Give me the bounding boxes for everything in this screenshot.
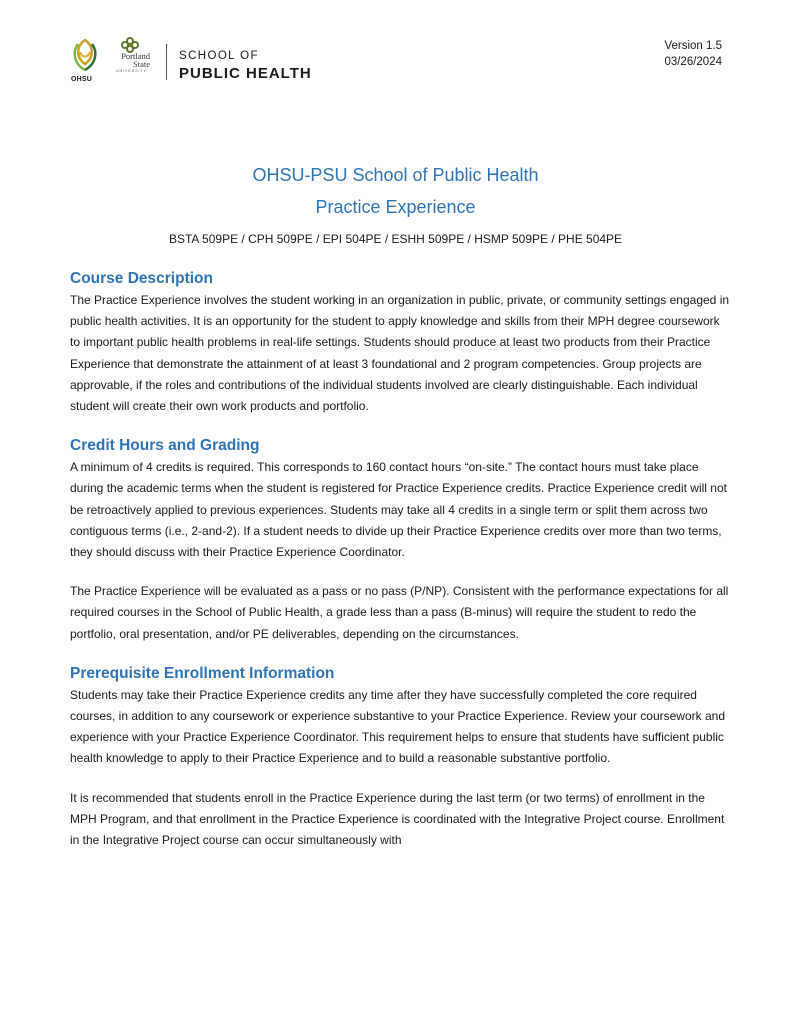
psu-logo-text (112, 52, 150, 68)
ohsu-logo-text: OHSU (71, 76, 93, 83)
section-heading: Course Description (70, 270, 213, 287)
school-name-line2: PUBLIC HEALTH (179, 65, 312, 82)
document-subtitle: Practice Experience (315, 197, 476, 217)
section-course-description (70, 268, 730, 417)
psu-logo-line1: Portland (121, 51, 150, 61)
version-block (664, 38, 722, 70)
section-heading: Credit Hours and Grading (70, 437, 260, 455)
paragraph: The Practice Experience will be evaluated as a pass or no pass (P/NP). Consistent with the performance expectations for all required courses in the School of Public Health, a grade less than a pass (B-minus) will require the student to redo the portfolio, oral presentation, and/or PE deliverables, depending on the circumstances. (70, 584, 729, 641)
paragraph: Students may take their Practice Experience credits any time after they have successfully completed the core required courses, in addition to any coursework or experience substantive to your Practice Experience. Review your coursework and experience with your Practice Experience Coordinator. This requirement helps to ensure that students have sufficient public health knowledge to apply to their Practice Experience and to build a reasonable substantive portfolio. (70, 687, 725, 766)
paragraph: A minimum of 4 credits is required. This corresponds to 160 contact hours “on-site.” The contact hours must take place during the academic terms when the student is registered for Practice Experience credits. Practice Experience credit will not be retroactively applied to previous experiences. Students may take all 4 credits in a single term or split them across two contiguous terms (i.e., 2-and-2). If a student needs to divide up their Practice Experience credits over more than two terms, they should discuss with their Practice Experience Coordinator. (70, 460, 727, 560)
section-heading: Prerequisite Enrollment Information (70, 664, 335, 682)
section-prerequisite-enrollment (70, 663, 730, 851)
document-title: OHSU-PSU School of Public Health (252, 165, 539, 185)
psu-logo-line2: State (133, 59, 150, 69)
course-codes: BSTA 509PE / CPH 509PE / EPI 504PE / ESHH 509PE / HSMP 509PE / PHE 504PE (168, 232, 623, 246)
logo-divider (166, 44, 167, 80)
version-date: 03/26/2024 (664, 56, 722, 68)
document-body (70, 268, 730, 869)
school-name-line1: SCHOOL OF (179, 50, 259, 62)
section-credit-hours-grading (70, 435, 730, 645)
paragraph: The Practice Experience involves the student working in an organization in public, private, or community settings engaged in public health activities. It is an opportunity for the student to apply knowledge and skills from their MPH degree coursework to important public health problems in real-life settings. Students should produce at least two products from their Practice Experience that demonstrate the attainment of at least 3 foundational and 2 program competencies. Group projects are approvable, if the roles and contributions of the individual students involved are clearly distinguishable. Each individual student will create their own work products and portfolio. (70, 293, 730, 414)
document-title-block (0, 162, 791, 246)
version-label: Version 1.5 (664, 40, 722, 52)
paragraph: It is recommended that students enroll in the Practice Experience during the last term (or two terms) of enrollment in the MPH Program, and that enrollment in the Practice Experience is coordinated with the Integrative Project course. Enrollment in the Integrative Project course can occur simultaneously with (70, 790, 725, 848)
psu-logo-small-text: UNIVERSITY (116, 69, 148, 73)
